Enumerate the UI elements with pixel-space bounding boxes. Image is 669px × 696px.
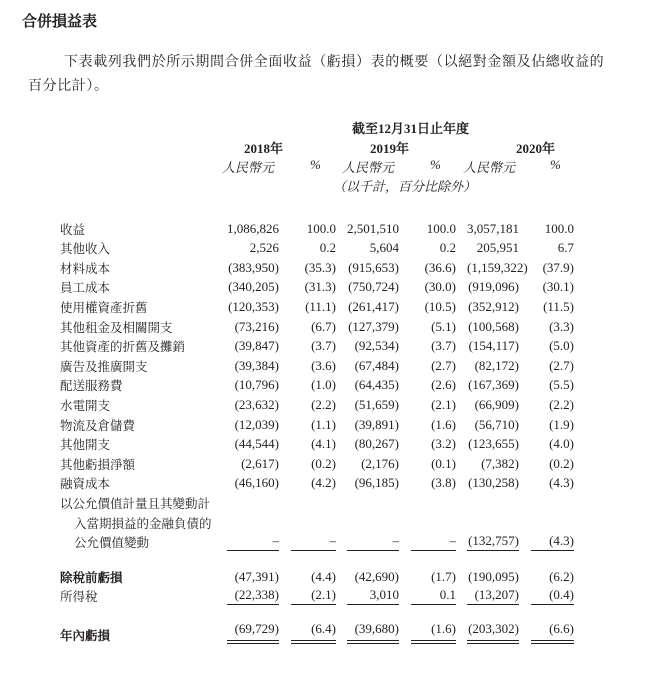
cell-value: (3.7) — [431, 338, 456, 354]
row-label: 收益 — [60, 221, 86, 237]
cell-value: 3,010 — [347, 587, 399, 605]
amount-cell — [219, 512, 279, 532]
amount-cell — [336, 257, 399, 277]
cell-value: (39,384) — [234, 357, 279, 373]
amount-cell — [219, 394, 279, 414]
cell-value: (750,724) — [348, 279, 399, 295]
cell-value: (261,417) — [348, 298, 399, 314]
row-label: 融資成本 — [60, 476, 111, 492]
amount-cell — [219, 355, 279, 375]
cell-value: (42,690) — [354, 568, 399, 584]
cell-value: (30.1) — [542, 279, 574, 295]
amount-cell — [336, 434, 399, 454]
table-row — [60, 512, 574, 532]
amount-cell — [336, 453, 399, 473]
cell-value: 3,057,181 — [467, 220, 519, 236]
row-label: 材料成本 — [60, 260, 111, 276]
amount-cell — [219, 375, 279, 395]
amount-cell — [456, 532, 519, 552]
amount-cell — [456, 512, 519, 532]
pct-cell — [279, 473, 336, 493]
pct-cell — [519, 238, 574, 258]
cell-value: (11.1) — [305, 298, 336, 314]
pct-cell — [519, 336, 574, 356]
amount-cell — [219, 434, 279, 454]
row-label: 年內虧損 — [60, 628, 111, 644]
pct-cell — [519, 532, 574, 552]
cell-value: (36.6) — [424, 259, 456, 275]
amount-cell — [336, 316, 399, 336]
cell-value: (39,847) — [234, 338, 279, 354]
pct-cell — [519, 375, 574, 395]
amount-cell — [456, 621, 519, 644]
cell-value: (96,185) — [354, 475, 399, 491]
cell-value: (56,710) — [474, 416, 519, 432]
cell-value: 205,951 — [476, 240, 519, 256]
amount-cell — [336, 238, 399, 258]
cell-value: 0.2 — [439, 240, 456, 256]
cell-value: (154,117) — [468, 338, 519, 354]
table-row — [60, 586, 574, 606]
amount-cell — [219, 316, 279, 336]
amount-cell — [219, 453, 279, 473]
pct-header-2019: % — [430, 157, 441, 172]
amount-cell — [456, 277, 519, 297]
row-label: 其他資產的折舊及攤銷 — [60, 339, 186, 355]
cell-value: (37.9) — [542, 259, 574, 275]
amount-cell — [336, 414, 399, 434]
year-header-2020: 2020年 — [516, 141, 556, 156]
cell-value: (92,534) — [354, 338, 399, 354]
amount-cell — [336, 336, 399, 356]
pct-cell — [279, 453, 336, 473]
cell-value: (3.6) — [311, 357, 336, 373]
cell-value: (1.0) — [311, 377, 336, 393]
amount-cell — [456, 414, 519, 434]
pct-cell — [279, 586, 336, 606]
cell-value: 6.7 — [557, 240, 574, 256]
amount-cell — [456, 473, 519, 493]
section-title: 合併損益表 — [22, 12, 98, 30]
cell-value: (3.7) — [311, 338, 336, 354]
row-label: 其他虧損淨額 — [60, 456, 136, 472]
cell-value: 5,604 — [369, 240, 399, 256]
cell-value: (82,172) — [474, 357, 519, 373]
pct-cell — [519, 434, 574, 454]
pct-cell — [399, 453, 456, 473]
cell-value: (64,435) — [354, 377, 399, 393]
cell-value: 0.1 — [411, 587, 456, 605]
cell-value: 0.2 — [319, 240, 336, 256]
cell-value: (2,617) — [241, 455, 279, 471]
cell-value: (2.1) — [291, 587, 336, 605]
row-label: 物流及倉儲費 — [60, 417, 136, 433]
cell-value: (7,382) — [481, 455, 519, 471]
amount-cell — [219, 532, 279, 552]
amount-cell — [456, 453, 519, 473]
amount-cell — [456, 238, 519, 258]
cell-value: (130,258) — [468, 475, 519, 491]
cell-value: (123,655) — [468, 436, 519, 452]
pct-cell — [399, 355, 456, 375]
cell-value: (1.6) — [431, 416, 456, 432]
pct-cell — [399, 316, 456, 336]
pct-cell — [279, 434, 336, 454]
amount-cell — [219, 566, 279, 586]
table-row — [60, 375, 574, 395]
cell-value: (2,176) — [361, 455, 399, 471]
pct-cell — [399, 492, 456, 512]
cell-value: (0.2) — [311, 455, 336, 471]
cell-value: (73,216) — [234, 318, 279, 334]
pct-cell — [519, 473, 574, 493]
cell-value: (66,909) — [474, 396, 519, 412]
table-row — [60, 434, 574, 454]
cell-value: (1.9) — [549, 416, 574, 432]
pct-header-2020: % — [550, 157, 561, 172]
amount-cell — [219, 238, 279, 258]
cell-value: (4.3) — [531, 533, 574, 551]
currency-header-2018: 人民幣元 — [222, 160, 275, 175]
cell-value: (0.1) — [431, 455, 456, 471]
cell-value: (6.6) — [531, 621, 574, 644]
pct-cell — [279, 566, 336, 586]
cell-value: (203,302) — [467, 621, 519, 644]
pct-cell — [399, 532, 456, 552]
amount-cell — [336, 586, 399, 606]
cell-value: (352,912) — [468, 298, 519, 314]
cell-value: (1.6) — [411, 621, 456, 644]
pct-cell — [519, 512, 574, 532]
cell-value: (67,484) — [354, 357, 399, 373]
cell-value: (31.3) — [304, 279, 336, 295]
currency-header-2020: 人民幣元 — [463, 160, 516, 175]
pct-cell — [519, 316, 574, 336]
pct-cell — [399, 414, 456, 434]
table-row — [60, 316, 574, 336]
spacer-row — [60, 551, 574, 566]
pct-cell — [399, 277, 456, 297]
cell-value: – — [291, 533, 336, 551]
cell-value: (3.2) — [431, 436, 456, 452]
pct-cell — [279, 296, 336, 316]
cell-value: (46,160) — [234, 475, 279, 491]
cell-value: (383,950) — [228, 259, 279, 275]
pct-cell — [519, 394, 574, 414]
table-row — [60, 277, 574, 297]
pct-cell — [279, 492, 336, 512]
table-row — [60, 394, 574, 414]
cell-value: – — [227, 533, 279, 551]
cell-value: (5.0) — [549, 338, 574, 354]
table-row — [60, 473, 574, 493]
year-header-2018: 2018年 — [244, 141, 284, 156]
cell-value: (4.2) — [311, 475, 336, 491]
amount-cell — [219, 473, 279, 493]
cell-value: (80,267) — [354, 436, 399, 452]
pct-cell — [279, 512, 336, 532]
currency-header-2019: 人民幣元 — [342, 160, 395, 175]
cell-value: (23,632) — [234, 396, 279, 412]
year-header-2019: 2019年 — [370, 141, 410, 156]
table-row — [60, 355, 574, 375]
pct-cell — [399, 394, 456, 414]
cell-value: 2,526 — [249, 240, 279, 256]
table-row — [60, 336, 574, 356]
row-label: 所得稅 — [60, 589, 98, 605]
cell-value: (0.2) — [549, 455, 574, 471]
amount-cell — [336, 355, 399, 375]
cell-value: (5.5) — [549, 377, 574, 393]
cell-value: (4.1) — [311, 436, 336, 452]
pct-cell — [279, 238, 336, 258]
cell-value: 100.0 — [426, 220, 456, 236]
pct-cell — [519, 296, 574, 316]
table-row — [60, 566, 574, 586]
table-row — [60, 621, 574, 644]
cell-value: 100.0 — [306, 220, 336, 236]
cell-value: (2.2) — [549, 396, 574, 412]
cell-value: 1,086,826 — [227, 220, 279, 236]
cell-value: (100,568) — [468, 318, 519, 334]
pct-cell — [279, 375, 336, 395]
amount-cell — [336, 375, 399, 395]
pct-cell — [399, 296, 456, 316]
table-row — [60, 414, 574, 434]
pct-cell — [519, 414, 574, 434]
row-label: 除稅前虧損 — [60, 569, 123, 585]
cell-value: (2.1) — [431, 396, 456, 412]
pct-cell — [279, 336, 336, 356]
cell-value: (340,205) — [228, 279, 279, 295]
amount-cell — [456, 566, 519, 586]
row-label: 其他租金及相關開支 — [60, 319, 173, 335]
pct-cell — [399, 257, 456, 277]
cell-value: (22,338) — [227, 587, 279, 605]
period-header: 截至12月31日止年度 — [352, 121, 470, 136]
table-row — [60, 492, 574, 512]
cell-value: (51,659) — [354, 396, 399, 412]
table-row — [60, 532, 574, 552]
cell-value: (1.1) — [311, 416, 336, 432]
pct-cell — [519, 355, 574, 375]
amount-cell — [336, 512, 399, 532]
amount-cell — [219, 257, 279, 277]
amount-cell — [336, 566, 399, 586]
amount-cell — [456, 375, 519, 395]
amount-cell — [336, 532, 399, 552]
cell-value: (3.3) — [549, 318, 574, 334]
pct-cell — [279, 218, 336, 238]
cell-value: (44,544) — [234, 436, 279, 452]
cell-value: 2,501,510 — [347, 220, 399, 236]
amount-cell — [456, 586, 519, 606]
cell-value: – — [347, 533, 399, 551]
pct-cell — [279, 277, 336, 297]
cell-value: (4.3) — [549, 475, 574, 491]
pct-cell — [399, 238, 456, 258]
amount-cell — [336, 296, 399, 316]
pct-cell — [399, 434, 456, 454]
pct-cell — [399, 566, 456, 586]
row-label: 入當期損益的金融負債的 — [74, 515, 212, 531]
row-label: 員工成本 — [60, 280, 111, 296]
cell-value: (1.7) — [431, 568, 456, 584]
pct-cell — [399, 375, 456, 395]
cell-value: (120,353) — [228, 298, 279, 314]
amount-cell — [219, 218, 279, 238]
cell-value: (6.4) — [291, 621, 336, 644]
cell-value: (35.3) — [304, 259, 336, 275]
amount-cell — [456, 394, 519, 414]
pct-cell — [279, 316, 336, 336]
cell-value: – — [411, 533, 456, 551]
amount-cell — [219, 621, 279, 644]
income-statement-table — [60, 218, 574, 644]
pct-cell — [519, 218, 574, 238]
cell-value: (69,729) — [227, 621, 279, 644]
cell-value: (39,680) — [347, 621, 399, 644]
amount-cell — [336, 473, 399, 493]
row-label: 廣告及推廣開支 — [60, 358, 148, 374]
cell-value: (2.7) — [549, 357, 574, 373]
amount-cell — [336, 621, 399, 644]
cell-value: (2.7) — [431, 357, 456, 373]
cell-value: (0.4) — [531, 587, 574, 605]
pct-cell — [279, 257, 336, 277]
cell-value: (167,369) — [468, 377, 519, 393]
pct-header-2018: % — [310, 157, 321, 172]
amount-cell — [456, 434, 519, 454]
pct-cell — [279, 621, 336, 644]
intro-paragraph: 下表載列我們於所示期間合併全面收益（虧損）表的概要（以絕對金額及佔總收益的百分比計）。 — [28, 54, 605, 94]
cell-value: (11.5) — [543, 298, 574, 314]
amount-cell — [219, 336, 279, 356]
cell-value: (2.6) — [431, 377, 456, 393]
amount-cell — [456, 257, 528, 277]
pct-cell — [519, 453, 574, 473]
cell-value: (10.5) — [424, 298, 456, 314]
cell-value: (30.0) — [424, 279, 456, 295]
cell-value: (47,391) — [234, 568, 279, 584]
amount-cell — [219, 277, 279, 297]
table-row — [60, 257, 574, 277]
cell-value: (4.4) — [311, 568, 336, 584]
cell-value: (2.2) — [311, 396, 336, 412]
table-row — [60, 218, 574, 238]
pct-cell — [519, 277, 574, 297]
pct-cell — [279, 414, 336, 434]
row-label: 其他開支 — [60, 437, 111, 453]
amount-cell — [219, 414, 279, 434]
pct-cell — [519, 586, 574, 606]
cell-value: (3.8) — [431, 475, 456, 491]
cell-value: (127,379) — [348, 318, 399, 334]
row-label: 公允價值變動 — [74, 535, 150, 551]
row-label: 以公允價值計量且其變動計 — [60, 495, 211, 511]
cell-value: (6.7) — [311, 318, 336, 334]
table-row — [60, 238, 574, 258]
cell-value: (1,159,322) — [467, 259, 528, 275]
table-row — [60, 296, 574, 316]
row-label: 使用權資產折舊 — [60, 299, 148, 315]
table-row — [60, 453, 574, 473]
unit-note: （以千計，百分比除外） — [333, 179, 477, 194]
row-label: 其他收入 — [60, 241, 111, 257]
cell-value: (190,095) — [468, 568, 519, 584]
pct-cell — [279, 355, 336, 375]
cell-value: (919,096) — [468, 279, 519, 295]
cell-value: (39,891) — [354, 416, 399, 432]
pct-cell — [279, 532, 336, 552]
row-label: 配送服務費 — [60, 378, 123, 394]
pct-cell — [519, 492, 574, 512]
cell-value: (12,039) — [234, 416, 279, 432]
amount-cell — [336, 218, 399, 238]
cell-value: 100.0 — [544, 220, 574, 236]
cell-value: (10,796) — [234, 377, 279, 393]
amount-cell — [219, 296, 279, 316]
pct-cell — [399, 473, 456, 493]
cell-value: (132,757) — [467, 533, 519, 551]
amount-cell — [456, 492, 519, 512]
pct-cell — [399, 586, 456, 606]
pct-cell — [399, 621, 456, 644]
amount-cell — [456, 336, 519, 356]
cell-value: (5.1) — [431, 318, 456, 334]
pct-cell — [519, 566, 574, 586]
amount-cell — [456, 296, 519, 316]
row-label: 水電開支 — [60, 397, 111, 413]
cell-value: (4.0) — [549, 436, 574, 452]
amount-cell — [219, 492, 279, 512]
pct-cell — [399, 336, 456, 356]
cell-value: (915,653) — [348, 259, 399, 275]
spacer-row — [60, 605, 574, 621]
amount-cell — [456, 316, 519, 336]
amount-cell — [456, 355, 519, 375]
pct-cell — [519, 621, 574, 644]
amount-cell — [336, 492, 399, 512]
pct-cell — [399, 218, 456, 238]
amount-cell — [219, 586, 279, 606]
amount-cell — [336, 394, 399, 414]
amount-cell — [456, 218, 519, 238]
pct-cell — [279, 394, 336, 414]
pct-cell — [399, 512, 456, 532]
cell-value: (6.2) — [549, 568, 574, 584]
cell-value: (13,207) — [467, 587, 519, 605]
amount-cell — [336, 277, 399, 297]
